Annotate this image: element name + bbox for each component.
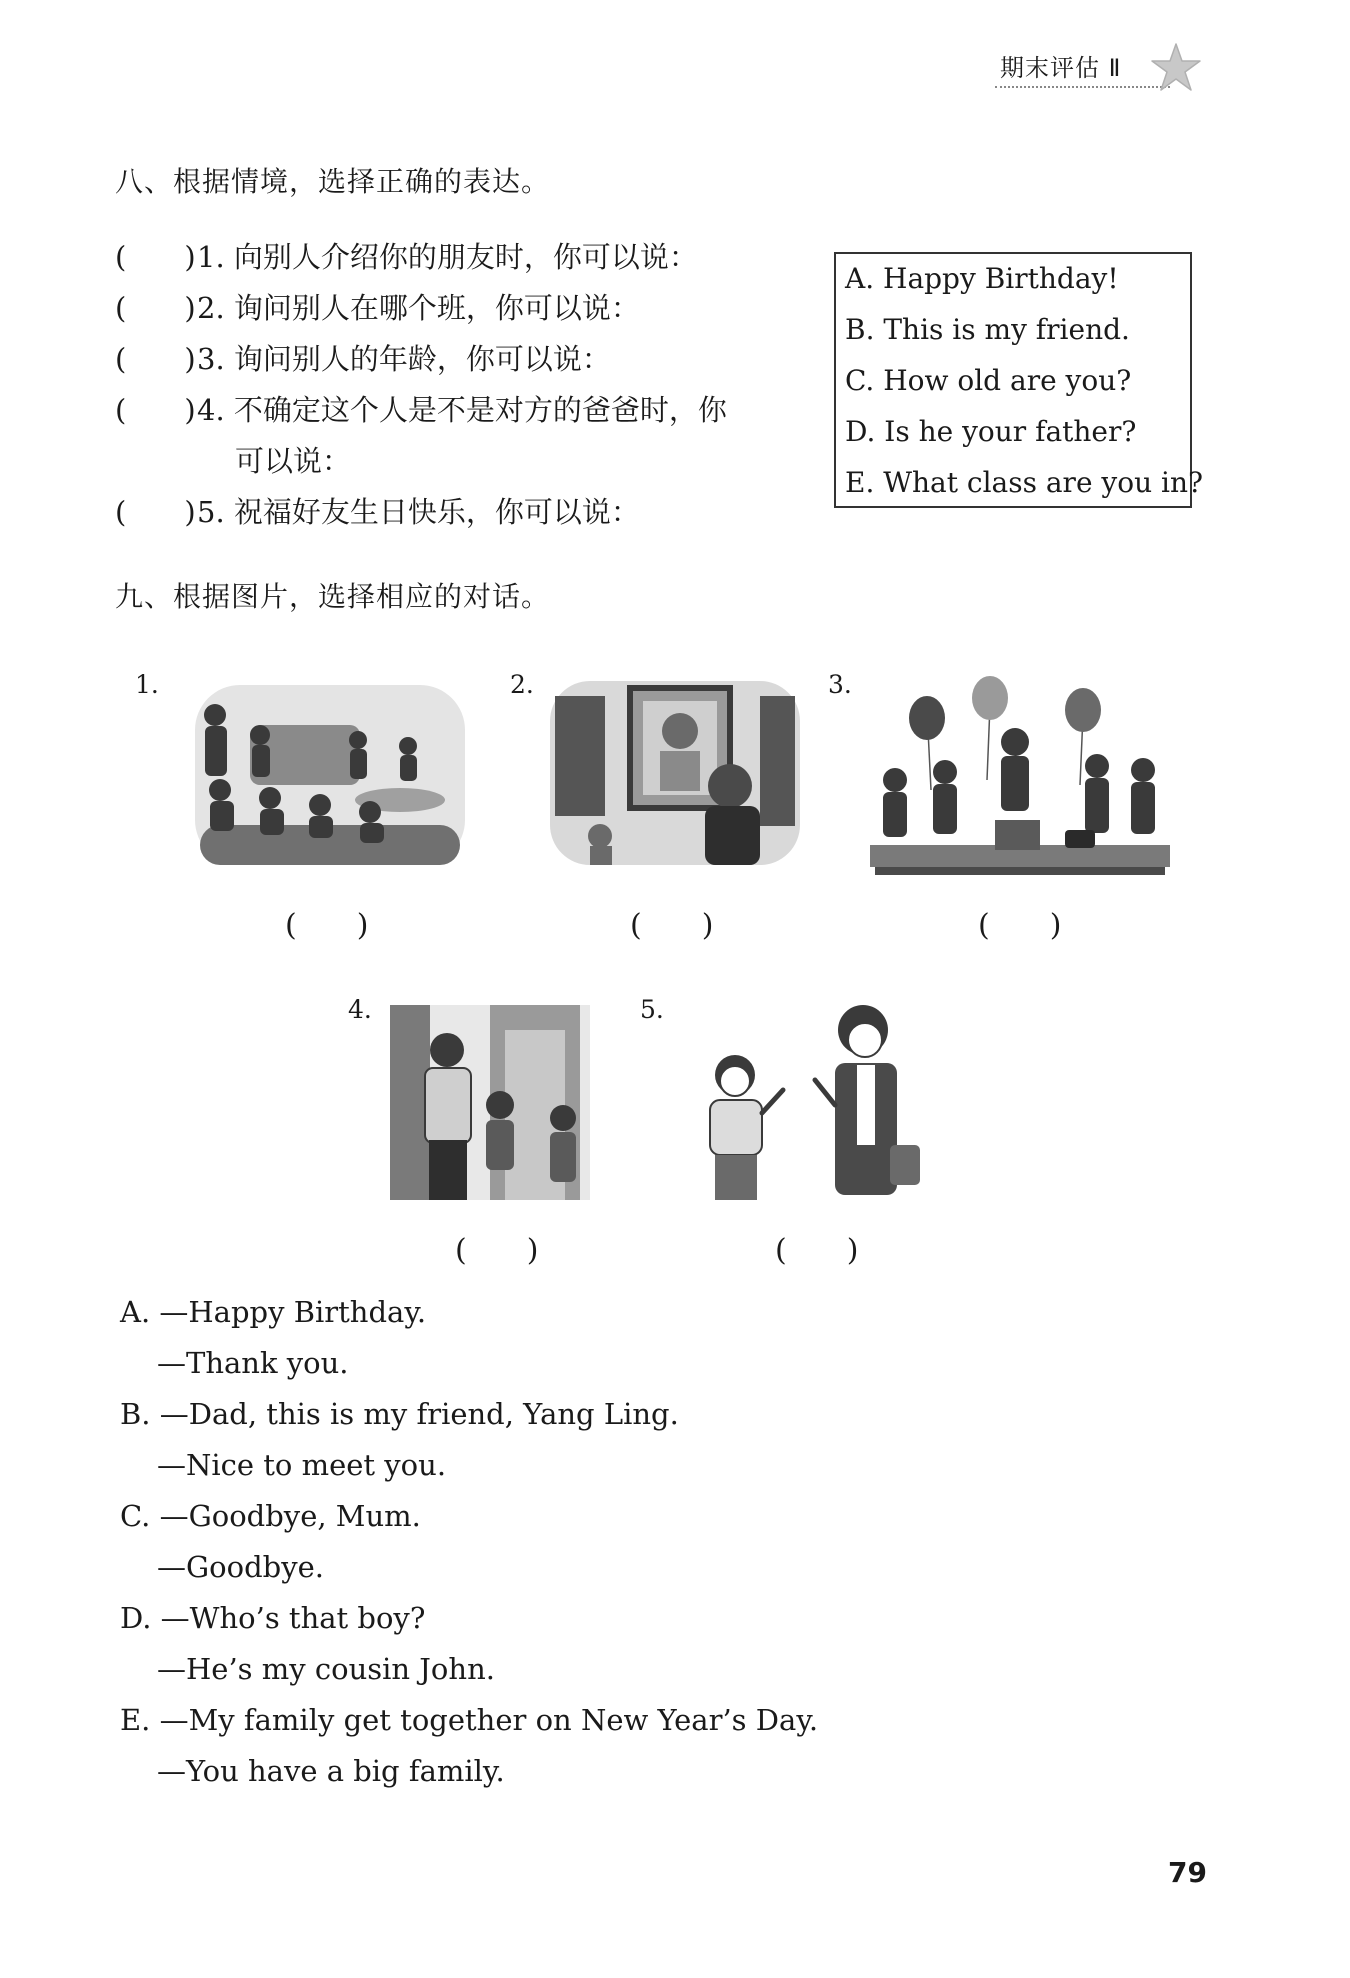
answer-blank[interactable]: ( ) — [115, 393, 196, 427]
answer-blank[interactable]: ( ) — [115, 342, 196, 376]
dialogue-line: —Goodbye, Mum. — [159, 1499, 421, 1533]
question-text: 可以说： — [235, 444, 352, 478]
picture-number: 5. — [640, 995, 664, 1024]
dialogue-b-reply: —Nice to meet you. — [157, 1448, 447, 1482]
answer-blank[interactable]: ( ) — [775, 1233, 859, 1268]
birthday-party-picture — [865, 670, 1175, 880]
dialogue-a-reply: —Thank you. — [157, 1346, 349, 1380]
picture-number: 1. — [135, 670, 159, 699]
answer-blank[interactable]: ( ) — [115, 240, 196, 274]
dialogue-c — [120, 1499, 421, 1533]
question-4 — [115, 388, 727, 429]
dialogue-b — [120, 1397, 679, 1431]
question-text: 4. 不确定这个人是不是对方的爸爸时，你 — [197, 393, 727, 427]
dialogue-letter: D. — [120, 1601, 152, 1635]
option-e: E. What class are you in? — [845, 466, 1204, 499]
dad-and-boys-picture — [385, 1000, 595, 1205]
question-text: 1. 向别人介绍你的朋友时，你可以说： — [197, 240, 698, 274]
dialogue-a — [120, 1295, 426, 1329]
answer-blank[interactable]: ( ) — [630, 908, 714, 943]
section-8-title: 八、根据情境，选择正确的表达。 — [115, 165, 551, 198]
boy-waving-to-mum-picture — [675, 995, 975, 1210]
question-5 — [115, 490, 640, 531]
dialogue-line: —Happy Birthday. — [159, 1295, 427, 1329]
dialogue-d — [120, 1601, 425, 1635]
picture-number: 2. — [510, 670, 534, 699]
option-b: B. This is my friend. — [845, 313, 1130, 346]
question-2 — [115, 286, 640, 327]
dialogue-line: —Who’s that boy? — [160, 1601, 426, 1635]
family-living-room-picture — [190, 680, 470, 870]
dialogue-c-reply: —Goodbye. — [157, 1550, 324, 1584]
dialogue-line: —Dad, this is my friend, Yang Ling. — [159, 1397, 679, 1431]
question-text: 3. 询问别人的年龄，你可以说： — [197, 342, 611, 376]
picture-number: 3. — [828, 670, 852, 699]
dialogue-line: —My family get together on New Year’s Day. — [159, 1703, 819, 1737]
answer-blank[interactable]: ( ) — [455, 1233, 539, 1268]
option-c: C. How old are you? — [845, 364, 1132, 397]
answer-blank[interactable]: ( ) — [115, 291, 196, 325]
answer-blank[interactable]: ( ) — [285, 908, 369, 943]
dialogue-letter: C. — [120, 1499, 151, 1533]
page-number: 79 — [1168, 1856, 1207, 1889]
answer-blank[interactable]: ( ) — [978, 908, 1062, 943]
dialogue-letter: E. — [120, 1703, 151, 1737]
question-text: 5. 祝福好友生日快乐，你可以说： — [197, 495, 640, 529]
dialogue-d-reply: —He’s my cousin John. — [157, 1652, 495, 1686]
option-d: D. Is he your father? — [845, 415, 1137, 448]
header-divider — [995, 86, 1170, 88]
dialogue-letter: B. — [120, 1397, 151, 1431]
dialogue-letter: A. — [120, 1295, 151, 1329]
question-3 — [115, 337, 611, 378]
dialogue-e-reply: —You have a big family. — [157, 1754, 505, 1788]
section-9-title: 九、根据图片，选择相应的对话。 — [115, 580, 551, 613]
picture-number: 4. — [348, 995, 372, 1024]
page-header-title: 期末评估 Ⅱ — [1000, 54, 1122, 82]
option-a: A. Happy Birthday! — [845, 262, 1119, 295]
answer-blank[interactable]: ( ) — [115, 495, 196, 529]
cat-portrait-picture — [545, 676, 805, 870]
dialogue-e — [120, 1703, 818, 1737]
question-1 — [115, 235, 698, 276]
star-icon — [1148, 40, 1204, 96]
question-text: 2. 询问别人在哪个班，你可以说： — [197, 291, 640, 325]
question-4-continued — [115, 439, 351, 480]
